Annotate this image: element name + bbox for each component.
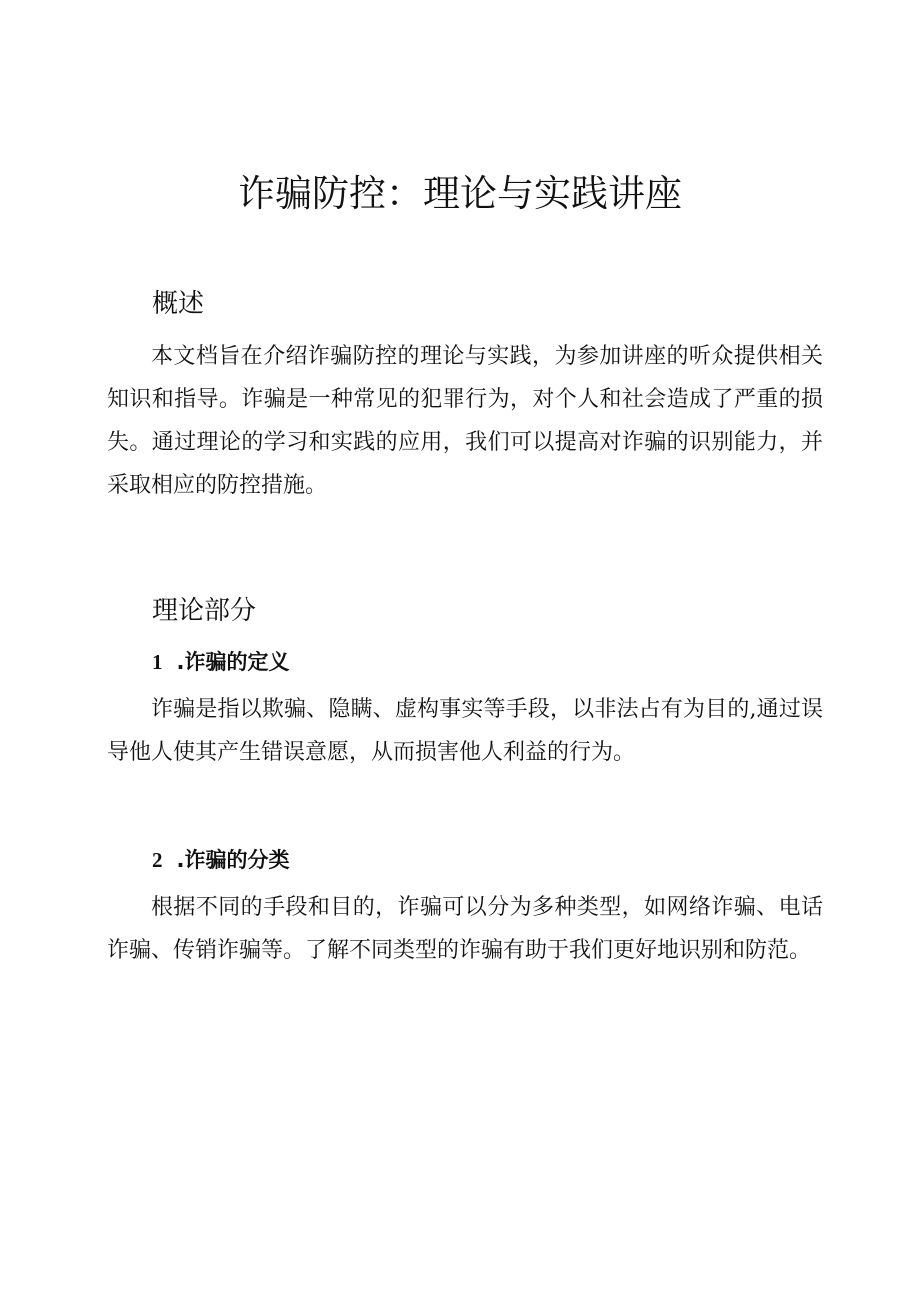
subsection-number: 2	[152, 848, 163, 872]
subsection-number: 1	[152, 650, 163, 674]
section-heading-overview: 概述	[152, 289, 205, 319]
subsection-title: .诈骗的分类	[176, 848, 290, 872]
subsection-title: .诈骗的定义	[176, 650, 290, 674]
overview-paragraph: 本文档旨在介绍诈骗防控的理论与实践，为参加讲座的听众提供相关知识和指导。诈骗是一种常见的犯罪行为，对个人和社会造成了严重的损失。通过理论的学习和实践的应用，我们可以提高对诈骗的识别能力，并采取相应的防控措施。	[107, 344, 823, 498]
subsection-heading-classification	[152, 845, 289, 875]
subsection-heading-definition	[152, 647, 289, 677]
classification-paragraph: 根据不同的手段和目的，诈骗可以分为多种类型，如网络诈骗、电话诈骗、传销诈骗等。了解不同类型的诈骗有助于我们更好地识别和防范。	[107, 895, 823, 963]
section-heading-theory: 理论部分	[152, 596, 257, 626]
definition-paragraph: 诈骗是指以欺骗、隐瞒、虚构事实等手段，以非法占有为目的,通过误导他人使其产生错误意愿，从而损害他人利益的行为。	[107, 697, 823, 765]
document-title: 诈骗防控：理论与实践讲座	[238, 172, 682, 215]
